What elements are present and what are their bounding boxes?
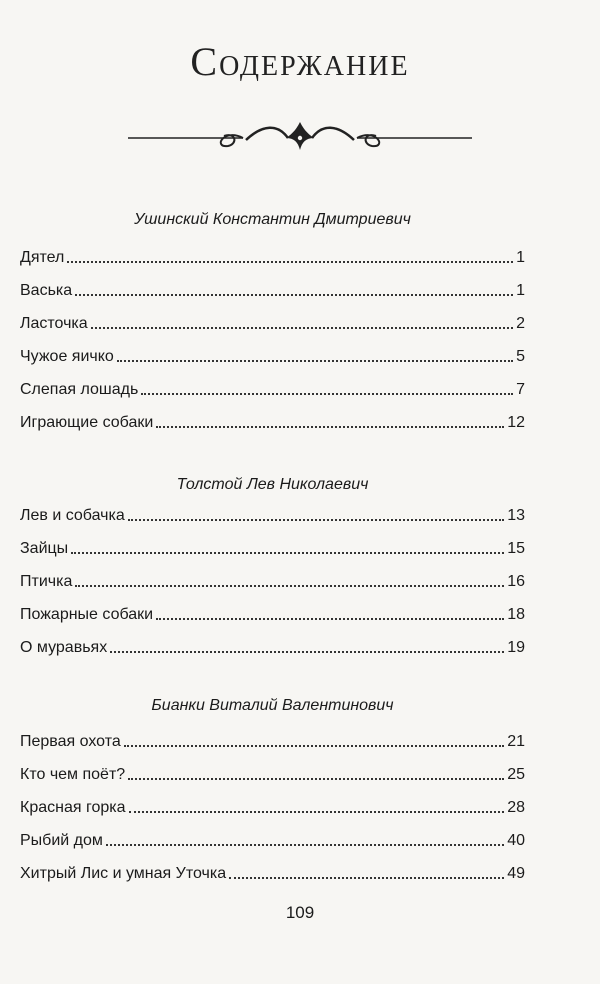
toc-entry[interactable] <box>20 569 525 591</box>
toc-entry[interactable] <box>20 861 525 883</box>
entry-title: О муравьях <box>20 639 108 656</box>
dot-leader <box>91 327 513 329</box>
entry-page: 25 <box>507 766 525 783</box>
entry-title: Дятел <box>20 249 65 266</box>
toc-entry[interactable] <box>20 311 525 333</box>
dot-leader <box>110 651 504 653</box>
entry-page: 18 <box>507 606 525 623</box>
dot-leader <box>75 585 504 587</box>
entry-title: Ласточка <box>20 315 88 332</box>
entry-title: Слепая лошадь <box>20 381 139 398</box>
toc-entry[interactable] <box>20 344 525 366</box>
entry-page: 2 <box>516 315 525 332</box>
entry-page: 28 <box>507 799 525 816</box>
dot-leader <box>67 261 513 263</box>
toc-entry[interactable] <box>20 762 525 784</box>
toc-entry[interactable] <box>20 503 525 525</box>
dot-leader <box>124 745 504 747</box>
entry-page: 16 <box>507 573 525 590</box>
dot-leader <box>141 393 513 395</box>
toc-entry[interactable] <box>20 410 525 432</box>
toc-entry[interactable] <box>20 245 525 267</box>
dot-leader <box>128 519 504 521</box>
toc-entry[interactable] <box>20 828 525 850</box>
toc-entry[interactable] <box>20 729 525 751</box>
entry-title: Первая охота <box>20 733 121 750</box>
entry-title: Пожарные собаки <box>20 606 154 623</box>
entry-title: Лев и собачка <box>20 507 125 524</box>
entry-title: Красная горка <box>20 799 126 816</box>
toc-entry[interactable] <box>20 278 525 300</box>
dot-leader <box>229 877 504 879</box>
dot-leader <box>106 844 504 846</box>
entry-title: Васька <box>20 282 73 299</box>
page-title: Содержание <box>190 39 410 84</box>
ornament-divider <box>128 118 472 154</box>
toc-entry[interactable] <box>20 635 525 657</box>
entry-page: 15 <box>507 540 525 557</box>
entry-page: 7 <box>516 381 525 398</box>
entry-page: 49 <box>507 865 525 882</box>
entry-page: 19 <box>507 639 525 656</box>
dot-leader <box>71 552 504 554</box>
entry-page: 21 <box>507 733 525 750</box>
author-heading: Бианки Виталий Валентинович <box>151 697 394 714</box>
toc-entry[interactable] <box>20 377 525 399</box>
dot-leader <box>129 811 505 813</box>
author-heading: Ушинский Константин Дмитриевич <box>134 211 411 228</box>
toc-entry[interactable] <box>20 795 525 817</box>
dot-leader <box>128 778 504 780</box>
entry-page: 1 <box>516 249 525 266</box>
entry-title: Птичка <box>20 573 73 590</box>
page-number: 109 <box>285 903 315 922</box>
toc-entry[interactable] <box>20 536 525 558</box>
author-heading: Толстой Лев Николаевич <box>176 476 369 493</box>
entry-title: Чужое яичко <box>20 348 114 365</box>
dot-leader <box>75 294 513 296</box>
entry-page: 5 <box>516 348 525 365</box>
dot-leader <box>117 360 513 362</box>
dot-leader <box>156 426 504 428</box>
entry-page: 1 <box>516 282 525 299</box>
entry-title: Зайцы <box>20 540 69 557</box>
entry-title: Кто чем поёт? <box>20 766 126 783</box>
entry-title: Хитрый Лис и умная Уточка <box>20 865 227 882</box>
toc-entry[interactable] <box>20 602 525 624</box>
entry-page: 13 <box>507 507 525 524</box>
entry-title: Играющие собаки <box>20 414 154 431</box>
entry-page: 40 <box>507 832 525 849</box>
dot-leader <box>156 618 504 620</box>
entry-title: Рыбий дом <box>20 832 103 849</box>
entry-page: 12 <box>507 414 525 431</box>
